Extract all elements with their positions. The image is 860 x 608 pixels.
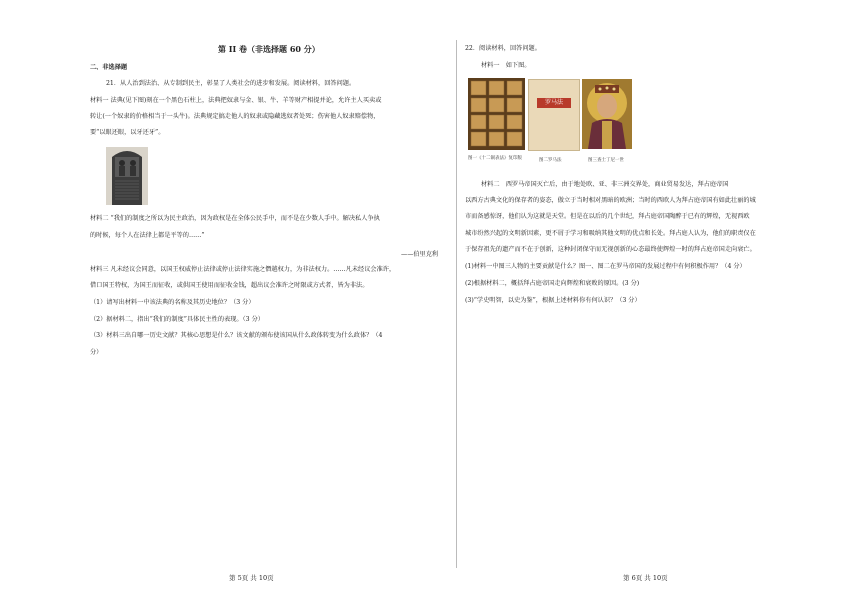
- stone-stele-image: [106, 147, 148, 205]
- caption-figure-3: 图三查士丁尼一世: [588, 158, 624, 163]
- right-page: [458, 0, 860, 608]
- q21-question-3: （3）材料三出自哪一历史文献？其核心思想是什么？该文献的颁布使该国从什么政体转变为什么政体？（4: [90, 332, 383, 339]
- page-footer: 第 5页 共 10页: [229, 574, 274, 582]
- justinian-mosaic-image: [582, 79, 632, 149]
- q21-material1-line: 转让(一个奴隶的价格相当于一头牛)。法典规定搞走他人的奴隶或隐藏逃奴者处死；伤害他人奴隶赔偿物，: [90, 113, 380, 120]
- q21-material1-line: 要“以眼还眼，以牙还牙”。: [90, 129, 165, 136]
- twelve-tables-image: [468, 78, 525, 150]
- q22-material2-line: 材料二 西罗马帝国灭亡后，由于地处欧、亚、非三洲交界处，商业贸易发达，拜占庭帝国: [481, 181, 729, 188]
- roman-law-book-image: [528, 79, 580, 151]
- q22-material1-label: 材料一 如下图。: [481, 62, 531, 69]
- q21-question-2: （2）据材料二，指出“我们的制度”具体民主性的表现。（3 分）: [90, 316, 264, 323]
- q22-question-1: (1)材料一中图三人物的主要贡献是什么？图一、图二在罗马帝国的发展过程中有何积极作用？（4 分）: [465, 263, 746, 270]
- q22-material2-line: 以西方古典文化的保存者的姿态，傲立于当时相对黑暗的欧洲；当时的西欧人为拜占庭帝国有如此壮丽的城: [465, 197, 756, 204]
- caption-figure-2: 图二罗马法: [539, 158, 562, 163]
- q22-material2-line: 城市纷然兴起的文明新因素，更不屑于学习和吸纳其他文明的优点和长处。拜占庭人认为，他们的职责仅在: [465, 230, 756, 237]
- subsection-title: 二、非选择题: [90, 64, 128, 71]
- q21-material3-line: 材料三 凡未经议会同意，以国王权威停止法律或停止法律实施之僭越权力，为非法权力。……凡未经议会准许，: [90, 266, 396, 273]
- page-footer: 第 6页 共 10页: [623, 574, 668, 582]
- q21-question-3-cont: 分）: [90, 349, 103, 356]
- q22-material2-line: 于保存祖先的遗产而不在于创新，这种封闭保守而无视创新的心态最终使辉煌一时的拜占庭帝国走向衰亡。: [465, 246, 756, 253]
- q21-material1-line: 材料一 法典(见下图)刻在一个黑色石柱上，法典把奴隶与金、银、牛、羊等财产相提并论，允许主人买卖或: [90, 97, 382, 104]
- section-title: 第 II 卷（非选择题 60 分）: [218, 44, 320, 54]
- q22-material2-line: 市而备感惊讶，他们认为这就是天堂。但是在以后的几个世纪，拜占庭帝国陶醉于已有的辉煌，无视西欧: [465, 213, 750, 220]
- q21-material3-line: 借口国王特权，为国王而征收，或供国王使用而征收金钱，超出议会准许之时限或方式者，皆为非法。: [90, 282, 369, 289]
- book-title: 罗马法: [544, 99, 563, 106]
- q22-intro: 22．阅读材料，回答问题。: [465, 45, 541, 52]
- q22-question-2: (2)根据材料二，概括拜占庭帝国走向辉煌和衰败的原因。(3 分): [465, 280, 640, 287]
- q21-material2-source: ——伯里克利: [401, 251, 439, 258]
- caption-figure-1: 图一《十二铜表法》复印版: [468, 156, 522, 161]
- q21-material2-line: 的时候，每个人在法律上都是平等的……”: [90, 232, 205, 239]
- q21-question-1: （1）请写出材料一中该法典的名称及其历史地位？（3 分）: [90, 299, 255, 306]
- q21-material2-line: 材料二 “我们的制度之所以为民主政治，因为政权是在全体公民手中，而不是在少数人手中。解决私人争执: [90, 215, 380, 222]
- page-divider: [456, 40, 457, 568]
- q21-intro: 21．从人治到法治、从专制到民主，彰显了人类社会的进步和发展。阅读材料，回答问题。: [106, 80, 356, 87]
- q22-question-3: (3)“学史明智，以史为鉴”，根据上述材料你有何认识？（3 分）: [465, 297, 641, 304]
